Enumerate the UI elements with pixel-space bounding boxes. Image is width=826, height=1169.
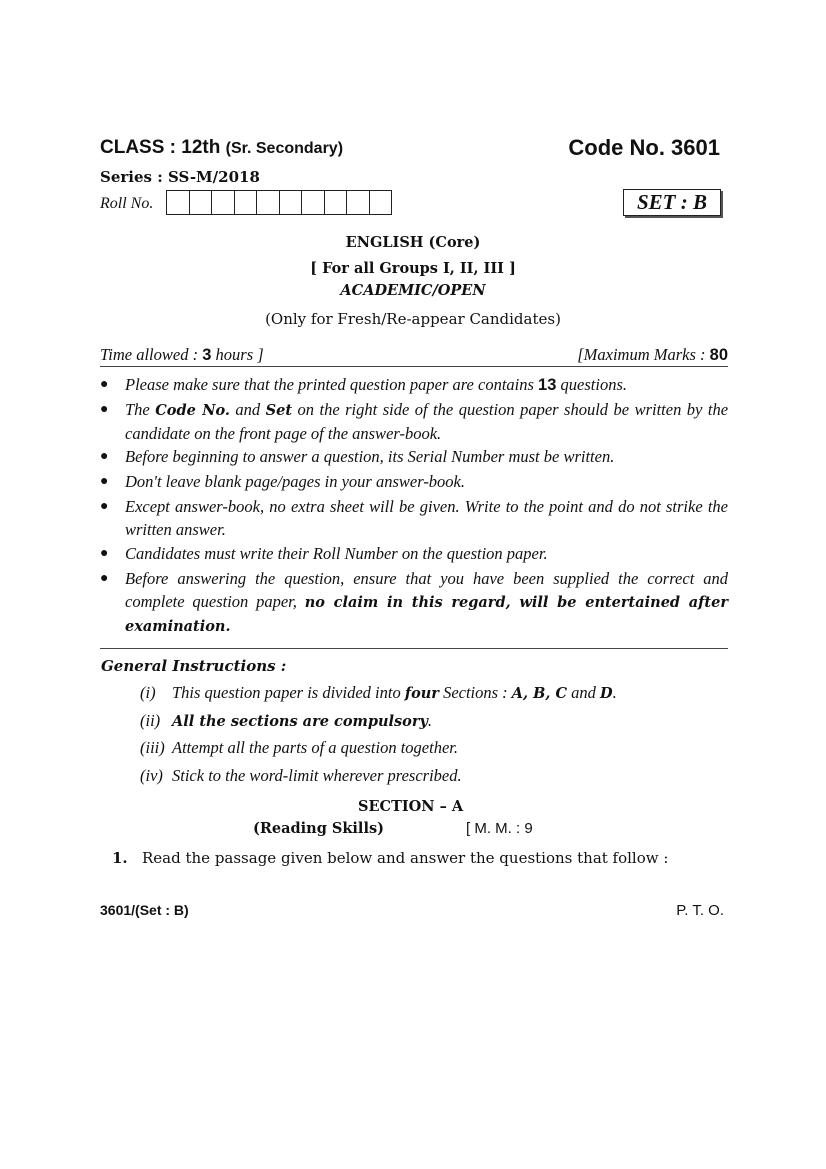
instruction-segment: The [125, 400, 156, 419]
item-segment: and [567, 683, 601, 702]
instruction-segment: and [229, 400, 266, 419]
item-segment: This question paper is divided into [172, 683, 405, 702]
roll-box [167, 191, 190, 214]
item-segment: . [427, 711, 433, 730]
groups: [ For all Groups I, II, III ] [310, 260, 516, 277]
item-number: (iii) [140, 738, 165, 757]
roll-box [325, 191, 348, 214]
instruction-segment: 13 [538, 376, 557, 394]
bullet-icon: ● [100, 377, 109, 392]
roll-box [370, 191, 392, 214]
general-instruction-item [140, 766, 462, 786]
instruction-item [100, 445, 728, 468]
bullet-icon: ● [100, 546, 109, 561]
instruction-text [125, 398, 728, 445]
roll-box [302, 191, 325, 214]
footer-code: 3601/(Set : B) [100, 902, 189, 918]
instruction-segment: no claim in this regard, will be entertained after examination. [125, 594, 728, 635]
instruction-segment: questions. [556, 375, 627, 394]
question-text: Read the passage given below and answer the questions that follow : [142, 849, 669, 867]
stream: ACADEMIC/OPEN [340, 282, 486, 299]
roll-number-boxes [166, 190, 392, 215]
divider [100, 366, 728, 367]
instruction-item [100, 542, 728, 565]
instruction-segment: Before beginning to answer a question, its Serial Number must be written. [125, 447, 615, 466]
instruction-segment: on the right side of the question paper should be written by the candidate on the front page of the answer-book. [125, 400, 729, 443]
bullet-icon: ● [100, 402, 109, 417]
instruction-item [100, 398, 728, 445]
question-number: 1. [112, 849, 128, 867]
footer-pto: P. T. O. [676, 902, 724, 919]
section-marks: [ M. M. : 9 [466, 820, 533, 837]
time-value: 3 [202, 346, 212, 364]
roll-box [280, 191, 303, 214]
code-number: Code No. 3601 [568, 135, 720, 160]
instruction-segment: Don't leave blank page/pages in your answer-book. [125, 472, 466, 491]
instruction-text [125, 373, 728, 397]
maximum-marks [577, 345, 728, 365]
item-segment: D [600, 685, 613, 702]
class-sub: (Sr. Secondary) [225, 140, 344, 157]
section-subtitle: (Reading Skills) [253, 820, 384, 837]
divider [100, 648, 728, 649]
roll-box [347, 191, 370, 214]
item-segment: Attempt all the parts of a question together. [172, 738, 458, 757]
instruction-text [125, 470, 728, 493]
item-segment: Sections : [438, 683, 512, 702]
instruction-text [125, 542, 728, 565]
instruction-item [100, 470, 728, 493]
instruction-text [125, 445, 728, 468]
bullet-icon: ● [100, 499, 109, 514]
item-segment: A, B, C [511, 685, 568, 702]
instruction-segment: Please make sure that the printed question paper are contains [125, 375, 539, 394]
item-segment: . [612, 683, 617, 702]
section-title: SECTION – A [358, 798, 464, 815]
time-unit: hours ] [211, 345, 264, 364]
instruction-segment: Set [265, 402, 293, 419]
set-badge: SET : B [623, 189, 721, 216]
subject-title: ENGLISH (Core) [345, 234, 481, 251]
item-segment: Stick to the word-limit wherever prescribed. [172, 766, 462, 785]
instruction-text [125, 567, 728, 638]
bullet-icon: ● [100, 571, 109, 586]
marks-label: [Maximum Marks : [577, 345, 710, 364]
instruction-item [100, 495, 728, 541]
item-segment: four [404, 685, 439, 702]
general-instruction-item [140, 711, 432, 731]
item-segment: All the sections are compulsory [172, 713, 428, 730]
class-value: CLASS : 12th [100, 137, 221, 158]
instruction-segment: Before answering the question, ensure that you have been supplied the correct and complete question paper, [125, 569, 728, 611]
roll-box [212, 191, 235, 214]
item-number: (i) [140, 683, 156, 702]
general-instructions-heading: General Instructions : [101, 657, 287, 675]
bullet-icon: ● [100, 474, 109, 489]
roll-label: Roll No. [100, 195, 154, 212]
bullet-icon: ● [100, 449, 109, 464]
item-number: (ii) [140, 711, 161, 730]
general-instruction-item [140, 738, 458, 758]
item-number: (iv) [140, 766, 163, 785]
time-allowed [100, 345, 264, 365]
series: Series : SS-M/2018 [100, 168, 260, 186]
instruction-item [100, 373, 728, 397]
roll-box [190, 191, 213, 214]
time-label: Time allowed : [100, 345, 203, 364]
instruction-item [100, 567, 728, 638]
candidates-note: (Only for Fresh/Re-appear Candidates) [265, 310, 561, 328]
general-instruction-item [140, 683, 617, 703]
class-label [100, 137, 343, 159]
instruction-text [125, 495, 728, 541]
instruction-segment: Candidates must write their Roll Number on the question paper. [125, 544, 548, 563]
roll-box [235, 191, 258, 214]
instruction-segment: Except answer-book, no extra sheet will be given. Write to the point and do not strike the written answer. [125, 497, 728, 539]
marks-value: 80 [709, 346, 728, 364]
roll-box [257, 191, 280, 214]
instruction-segment: Code No. [155, 402, 230, 419]
